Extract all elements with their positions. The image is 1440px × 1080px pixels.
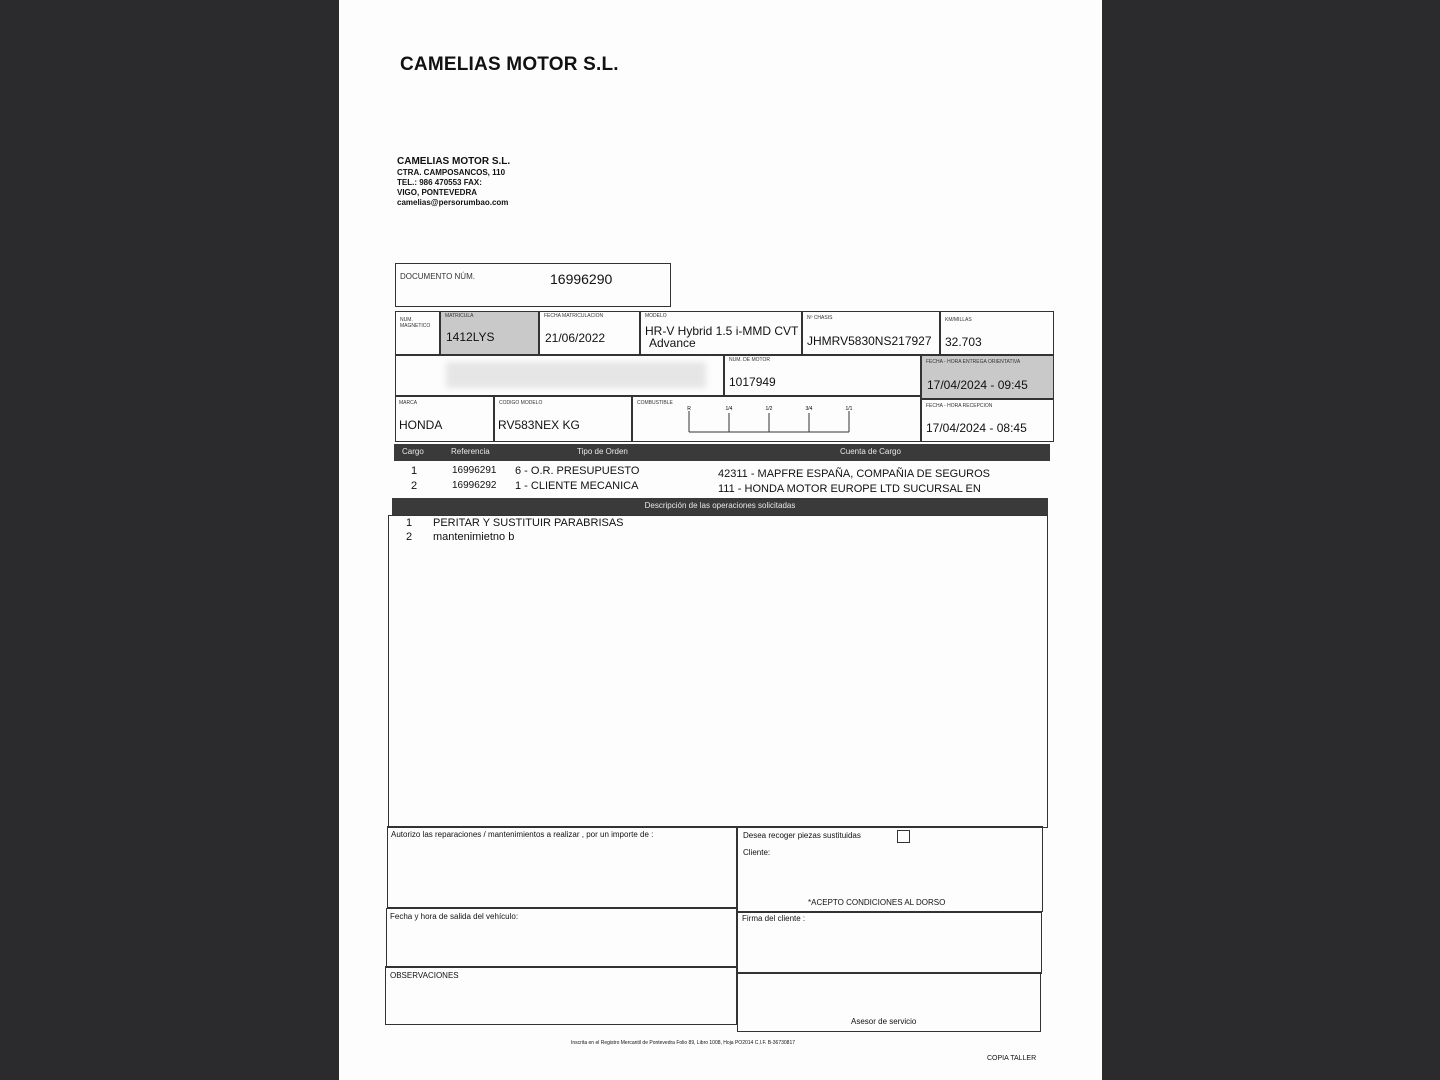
order-cuenta: 111 - HONDA MOTOR EUROPE LTD SUCURSAL EN <box>718 483 981 495</box>
company-address-block <box>397 155 510 208</box>
fuel-cell <box>632 396 921 442</box>
parts-checkbox[interactable] <box>897 830 910 843</box>
registration-date-cell <box>539 311 640 355</box>
order-cargo: 1 <box>411 465 418 477</box>
plate-cell <box>440 311 539 355</box>
order-tipo: 1 - CLIENTE MECANICA <box>515 480 639 492</box>
model-code-label: CODIGO MODELO <box>499 400 543 406</box>
customer-label: Cliente: <box>743 848 771 857</box>
fuel-tick-label: 1/1 <box>845 406 853 412</box>
brand-value: HONDA <box>399 418 443 432</box>
departure-box <box>386 908 737 968</box>
reception-label: FECHA - HORA RECEPCION <box>926 403 993 409</box>
order-cuenta: 42311 - MAPFRE ESPAÑA, COMPAÑIA DE SEGUROS <box>718 468 991 480</box>
mileage-label: KM/MILLAS <box>945 317 972 323</box>
document-number: 16996290 <box>550 271 613 287</box>
advisor-label: Asesor de servicio <box>851 1017 917 1026</box>
operations-header-label: Descripción de las operaciones solicitadas <box>644 501 796 510</box>
fuel-tick-label: R <box>687 406 691 412</box>
header-tipo: Tipo de Orden <box>577 447 628 456</box>
chassis-label: Nº CHASIS <box>807 315 833 321</box>
header-referencia: Referencia <box>451 447 490 456</box>
orders-header <box>394 444 1050 461</box>
chassis-cell <box>802 311 940 355</box>
fuel-tick-label: 1/2 <box>765 406 773 412</box>
magnetic-label: NUM. MAGNETICO <box>400 317 431 329</box>
engine-cell <box>724 355 921 396</box>
observations-box <box>385 966 737 1025</box>
delivery-value: 17/04/2024 - 09:45 <box>927 378 1028 392</box>
order-referencia: 16996291 <box>452 465 497 476</box>
document-number-label: DOCUMENTO NÚM. <box>400 272 475 281</box>
model-value-line1: HR-V Hybrid 1.5 i-MMD CVT <box>645 324 799 338</box>
company-name: CAMELIAS MOTOR S.L. <box>397 156 511 167</box>
header-cargo: Cargo <box>402 447 424 456</box>
delivery-cell <box>921 355 1054 399</box>
registry-text: Inscrita en el Registro Mercantil de Pontevedra Folio 89, Libro 1008, Hoja PO2014 C.I.F. B-36730817 <box>571 1040 796 1046</box>
authorization-text: Autorizo las reparaciones / mantenimientos a realizar , por un importe de : <box>391 830 654 839</box>
company-city: VIGO, PONTEVEDRA <box>397 188 478 197</box>
operation-num: 1 <box>406 517 413 529</box>
model-cell <box>640 311 802 355</box>
signature-box <box>737 912 1042 974</box>
plate-label: MATRICULA <box>445 313 474 319</box>
model-value-line2: Advance <box>649 336 696 350</box>
copy-label: COPIA TALLER <box>987 1055 1037 1062</box>
order-tipo: 6 - O.R. PRESUPUESTO <box>515 465 640 477</box>
fuel-gauge <box>683 403 858 437</box>
authorization-box <box>387 826 737 908</box>
delivery-label: FECHA - HORA ENTREGA ORIENTATIVA <box>926 359 1021 365</box>
registration-date-value: 21/06/2022 <box>545 331 606 345</box>
operation-num: 2 <box>406 531 413 543</box>
order-cargo: 2 <box>411 480 418 492</box>
operation-text: mantenimietno b <box>433 531 515 543</box>
brand-label: MARCA <box>399 400 418 406</box>
company-title: CAMELIAS MOTOR S.L. <box>400 54 619 75</box>
order-referencia: 16996292 <box>452 480 497 491</box>
fuel-tick-label: 3/4 <box>805 406 813 412</box>
parts-box <box>737 826 1043 912</box>
redacted-customer <box>446 362 706 388</box>
operations-box <box>388 515 1048 828</box>
mileage-value: 32.703 <box>945 335 982 349</box>
model-label: MODELO <box>645 313 667 319</box>
reception-value: 17/04/2024 - 08:45 <box>926 421 1027 435</box>
model-code-value: RV583NEX KG <box>498 418 580 432</box>
departure-label: Fecha y hora de salida del vehículo: <box>390 912 519 921</box>
reception-cell <box>921 399 1054 442</box>
fuel-tick-label: 1/4 <box>725 406 733 412</box>
header-cuenta: Cuenta de Cargo <box>840 447 901 456</box>
brand-cell <box>395 396 494 442</box>
model-code-cell <box>494 396 632 442</box>
customer-cell <box>395 355 724 396</box>
engine-label: NUM. DE MOTOR <box>729 357 771 363</box>
signature-label: Firma del cliente : <box>742 914 806 923</box>
mileage-cell <box>940 311 1054 355</box>
chassis-value: JHMRV5830NS217927 <box>807 334 932 348</box>
registration-date-label: FECHA MATRICULACION <box>544 313 604 319</box>
conditions-text: *ACEPTO CONDICIONES AL DORSO <box>808 898 946 907</box>
engine-value: 1017949 <box>729 375 776 389</box>
operation-text: PERITAR Y SUSTITUIR PARABRISAS <box>433 517 624 529</box>
parts-question: Desea recoger piezas sustituidas <box>743 831 861 840</box>
document-number-box <box>395 263 671 307</box>
advisor-box <box>737 972 1041 1032</box>
company-street: CTRA. CAMPOSANCOS, 110 <box>397 168 506 177</box>
magnetic-cell <box>395 311 440 355</box>
observations-label: OBSERVACIONES <box>390 971 459 980</box>
company-phone: TEL.: 986 470553 FAX: <box>397 178 482 187</box>
fuel-label: COMBUSTIBLE <box>637 400 673 406</box>
company-email: camelias@persorumbao.com <box>397 198 509 207</box>
plate-value: 1412LYS <box>446 330 495 344</box>
operations-header <box>392 498 1048 515</box>
